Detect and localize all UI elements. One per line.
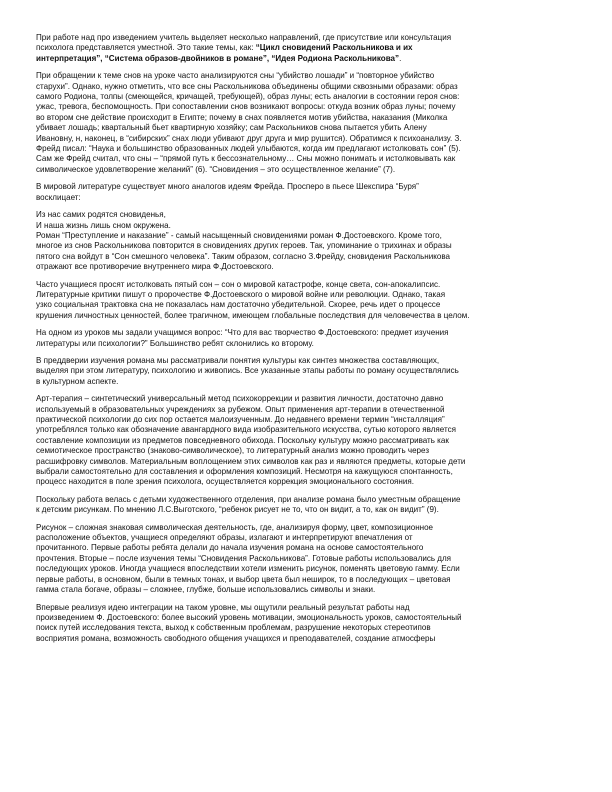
text-line: Впервые реализуя идею интеграции на таком уровне, мы ощутили реальный результат работы над	[36, 602, 410, 612]
text-line: расшифровку символов. Материальным воплощением этих символов как раз и являются предметы, которые дети	[36, 456, 466, 466]
paragraph-world-literature	[36, 182, 582, 203]
text-line: символическое удовлетворение желаний” (6). “Сновидения – это осуществленное желание” (7).	[36, 164, 396, 174]
text-line: прочитанного. Первые работы ребята делали до начала изучения романа на основе самостоятельного	[36, 543, 424, 553]
paragraph-results	[36, 603, 582, 645]
text-line: в культурном аспекте.	[36, 376, 119, 386]
text-line: Роман “Преступление и наказание” - самый насыщенный сновидениями роман Ф.Достоевского. Кроме того,	[36, 230, 442, 240]
text-line: практической психологии до сих пор остается малоизученным. До недавнего времени термин “инсталляция”	[36, 415, 445, 424]
text-line: используемый в образовательных учреждениях за рубежом. Опыт применения арт-терапии в отечественной	[36, 404, 445, 414]
verse-line: И наша жизнь лишь сном окружена.	[36, 220, 171, 230]
text-line: В мировой литературе существует много аналогов идеям Фрейда. Просперо в пьесе Шекспира “Буря”	[36, 182, 419, 192]
text-line: произведением Ф. Достоевского: более высокий уровень мотивации, эмоциональность уроков, самостоятельный	[36, 612, 462, 622]
paragraph-drawings	[36, 495, 582, 516]
paragraph-intro	[36, 33, 582, 64]
text-line: крушения личностных ценностей, более трагичном, имеющем глобальные последствия для человечества в целом.	[36, 310, 470, 320]
text-line: При обращении к теме снов на уроке часто анализируются сны “убийство лошади” и “повторное убийство	[36, 71, 435, 81]
text-line: На одном из уроков мы задали учащимся вопрос: “Что для вас творчество Ф.Достоевского: предмет изучения	[36, 328, 449, 338]
paragraph-drawing-activity	[36, 523, 582, 596]
text-line: поиск путей исследования текста, выход к собственным проблемам, разрушение некоторых стереотипов	[36, 623, 431, 633]
text-line: последующих уроков. Иногда учащиеся впоследствии хотели изменить рисунок, поменять цветовую гамму. Если	[36, 564, 460, 574]
text-run: психолога представляется уместной. Это такие темы, как:	[36, 43, 256, 53]
text-line: восприятия романа, возможность свободного общения учащихся и преподавателей, создание атмосферы	[36, 633, 436, 643]
text-line: процесс находится в поле зрения психолога, осуществляется коррекция эмоционального состояния.	[36, 477, 414, 487]
paragraph-art-therapy	[36, 394, 582, 488]
text-line: узко социальная трактовка сна не показалась нам достаточно убедительной. Скорее, речь идет о процессе	[36, 300, 441, 310]
text-line: При работе над про изведением учитель выделяет несколько направлений, где присутствие или консультация	[36, 33, 452, 42]
text-line: гамма стала богаче, образы – сложнее, глубже, больше использовались символы и знаки.	[36, 585, 376, 595]
verse-line: Из нас самих родятся сновиденья,	[36, 210, 166, 220]
text-line: во втором сне действие происходит в Египте; почему в снах появляется мотив убийства, наказания (Миколка	[36, 112, 448, 122]
text-line: выбрали самостоятельно для составления и оформления композиций. Несмотря на кажущуюся спонтанность,	[36, 467, 453, 477]
text-line: расположение объектов, учащиеся определяют образы, излагают и интерпретируют впечатления от	[36, 533, 413, 543]
text-line: самого Родиона, толпы (смеющейся, кричащей, требующей), образ луны; есть аналогии в состоянии героя снов:	[36, 92, 460, 102]
bold-topic-text: интерпретация”, “Система образов-двойников в романе”, “Идея Родиона Раскольникова”	[36, 53, 400, 63]
text-line: Рисунок – сложная знаковая символическая деятельность, где, анализируя форму, цвет, композиционное	[36, 522, 434, 532]
text-line: прочтения. Вторые – после изучения темы “Сновидения Раскольникова”. Готовые работы использовались для	[36, 553, 452, 563]
paragraph-culture	[36, 356, 582, 387]
bold-topic-text: “Цикл сновидений Раскольникова и их	[255, 43, 413, 53]
text-line: старухи”. Однако, нужно отметить, что все сны Раскольникова объединены общими сквозными образами: образ	[36, 81, 458, 91]
text-line: Фрейд писал: “Наука и большинство образованных людей улыбаются, когда им предлагают истолковать сон” (5).	[36, 144, 461, 154]
text-line: многое из снов Раскольникова повторится в сновидениях других героев. Так, упоминание о трихинах и образы	[36, 241, 452, 251]
text-line: первые работы, в основном, были в темных тонах, и выбор цвета был неширок, то в последующих – цветовая	[36, 574, 451, 584]
text-line: убивает лошадь; квартальный бьет квартирную хозяйку; сам Раскольников снова пытается убить Алену	[36, 123, 427, 133]
text-line: Сам же Фрейд считал, что сны – “прямой путь к бессознательному… Сны можно понимать и истолковывать как	[36, 154, 456, 164]
paragraph-dreams	[36, 71, 582, 175]
text-line	[36, 43, 582, 53]
text-line: Ивановну, н, наконец, в “сибирских” снах люди убивают друг друга и мир рушится). Обратимся к психоанализу. З.	[36, 133, 462, 143]
verse-quote	[36, 210, 582, 231]
text-line: выделяя при этом литературу, психологию и живопись. Все указанные этапы работы по роману осуществлялись	[36, 366, 459, 376]
text-line: к детским рисункам. По мнению Л.С.Выготского, “ребенок рисует не то, что он видит, а то, как он видит” (9).	[36, 505, 439, 515]
text-line: семиотическое пространство (знаково-символическое), то литературный анализ можно проводить через	[36, 446, 430, 456]
text-line: Поскольку работа велась с детьми художественного отделения, при анализе романа было уместным обращение	[36, 494, 461, 504]
paragraph-novel	[36, 231, 582, 273]
text-line: отражают все противоречие внутреннего мира Ф.Достоевского.	[36, 262, 274, 272]
paragraph-fifth-dream	[36, 280, 582, 322]
text-line: составление композиции из предметов повседневного обихода. Поскольку культуру можно рассматривать как	[36, 435, 449, 445]
text-line: Арт-терапия – синтетический универсальный метод психокоррекции и развития личности, достаточно давно	[36, 394, 444, 404]
text-line: В преддверии изучения романа мы рассматривали понятия культуры как синтез множества составляющих,	[36, 355, 440, 365]
text-line: восклицает:	[36, 192, 81, 202]
text-line: Часто учащиеся просят истолковать пятый сон – сон о мировой катастрофе, конце света, сон-апокалипсис.	[36, 279, 441, 289]
text-line: пятого сна войдут в “Сон смешного человека”. Таким образом, согласно З.Фрейду, сновидения Раскольникова	[36, 251, 450, 261]
text-line	[36, 54, 582, 64]
paragraph-question	[36, 328, 582, 349]
text-line: употреблялся только как обозначение авангардного вида изобразительного искусства, сутью которого является	[36, 425, 456, 435]
text-run: .	[399, 53, 402, 63]
text-line: литературы или психологии?” Большинство ребят склонились ко второму.	[36, 338, 314, 348]
text-line: ужас, тревога, беспомощность. При сопоставлении снов возникают вопросы: откуда возник образ луны; почему	[36, 102, 456, 112]
text-line: Литературные критики пишут о пророчестве Ф.Достоевского о мировой войне или революции. Однако, такая	[36, 289, 446, 299]
